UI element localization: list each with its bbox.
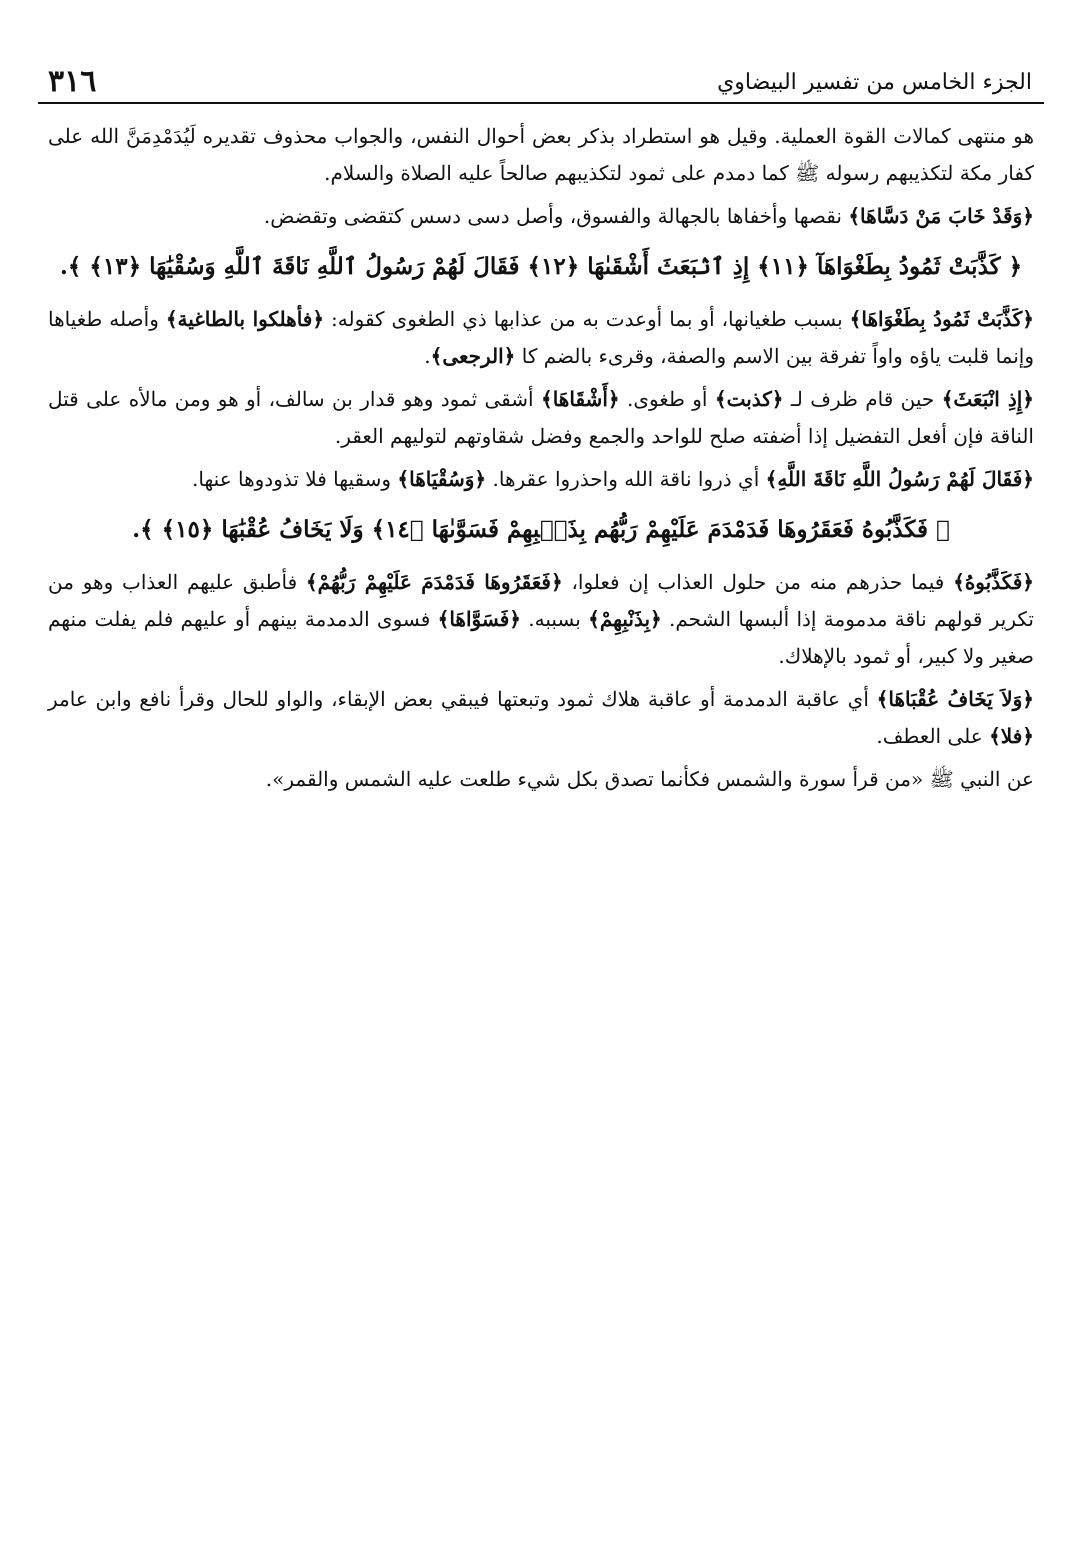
quran-quote: ﴿كَذَّبَتْ ثَمُودُ بِطَغْوَاهَا﴾ <box>849 307 1034 331</box>
quran-quote: ﴿فَكَذَّبُوهُ﴾ <box>953 570 1035 594</box>
quran-quote: ﴿فلا﴾ <box>989 724 1034 748</box>
page-header <box>38 62 1044 104</box>
page-number: ٣١٦ <box>48 64 97 99</box>
header-rule <box>38 102 1044 104</box>
quran-quote: ﴿وَلاَ يَخَافُ عُقْبَاهَا﴾ <box>876 687 1034 711</box>
quran-quote: ﴿فَسَوَّاهَا﴾ <box>437 607 521 631</box>
paragraph: ﴿كَذَّبَتْ ثَمُودُ بِطَغْوَاهَا﴾ بسبب طغيانها، أو بما أوعدت به من عذابها ذي الطغوى كقوله: ﴿فأهلكوا بالطاغية﴾ وأصله طغياها وإنما قلبت ياؤه واواً تفرقة بين الاسم والصفة، وقرىء بالضم كا ﴿الرجعى﴾. <box>48 307 1034 368</box>
verse-line: ﴿ فَكَذَّبُوهُ فَعَقَرُوهَا فَدَمْدَمَ عَلَيْهِمْ رَبُّهُم بِذَنۢبِهِمْ فَسَوَّىٰهَا ﴿١٤﴾ وَلَا يَخَافُ عُقْبَٰهَا ﴿١٥﴾ ﴾. <box>132 516 950 543</box>
running-title: الجزء الخامس من تفسير البيضاوي <box>717 70 1032 95</box>
quran-quote: ﴿فَعَقَرُوهَا فَدَمْدَمَ عَلَيْهِمْ رَبُّهُمْ﴾ <box>305 570 563 594</box>
paragraph: ﴿وَقَدْ خَابَ مَنْ دَسَّاهَا﴾ نقصها وأخفاها بالجهالة والفسوق، وأصل دسى دسس كتقضى وتقضض. <box>263 204 1034 228</box>
paragraph: عن النبي ﷺ «من قرأ سورة والشمس فكأنما تصدق بكل شيء طلعت عليه الشمس والقمر». <box>265 767 1034 791</box>
quran-quote: ﴿أَشْقَاهَا﴾ <box>540 387 620 411</box>
quran-quote: ﴿فَقَالَ لَهُمْ رَسُولُ اللَّهِ نَاقَةَ اللَّهِ﴾ <box>765 467 1034 491</box>
quran-quote: ﴿فأهلكوا بالطاغية﴾ <box>165 307 325 331</box>
quran-quote: ﴿كذبت﴾ <box>714 387 784 411</box>
quran-quote: ﴿بِذَنْبِهِمْ﴾ <box>588 607 662 631</box>
paragraph: ﴿فَقَالَ لَهُمْ رَسُولُ اللَّهِ نَاقَةَ اللَّهِ﴾ أي ذروا ناقة الله واحذروا عقرها. ﴿وَسُقْيَاهَا﴾ وسقيها فلا تذودوها عنها. <box>192 467 1034 491</box>
paragraph: ﴿إِذِ انْبَعَثَ﴾ حين قام ظرف لـ ﴿كذبت﴾ أو طغوى. ﴿أَشْقَاهَا﴾ أشقى ثمود وهو قدار بن سالف، أو هو ومن مالأه على قتل الناقة فإن أفعل التفضيل إذا أضفته صلح للواحد والجمع وفضل شقاوتهم لتوليهم العقر. <box>48 387 1035 448</box>
quran-quote: ﴿وَقَدْ خَابَ مَنْ دَسَّاهَا﴾ <box>848 204 1034 228</box>
page-body <box>48 118 1034 804</box>
paragraph: ﴿فَكَذَّبُوهُ﴾ فيما حذرهم منه من حلول العذاب إن فعلوا، ﴿فَعَقَرُوهَا فَدَمْدَمَ عَلَيْهِمْ رَبُّهُمْ﴾ فأطبق عليهم العذاب وهو من تكرير قولهم ناقة مدمومة إذا ألبسها الشحم. ﴿بِذَنْبِهِمْ﴾ بسببه. ﴿فَسَوَّاهَا﴾ فسوى الدمدمة بينهم أو عليهم فلم يفلت منهم صغير ولا كبير، أو ثمود بالإهلاك. <box>48 570 1035 668</box>
verse-line: ﴿ كَذَّبَتْ ثَمُودُ بِطَغْوَاهَآ ﴿١١﴾ إِذِ ٱنۢبَعَثَ أَشْقَىٰهَا ﴿١٢﴾ فَقَالَ لَهُمْ رَسُولُ ٱللَّهِ نَاقَةَ ٱللَّهِ وَسُقْيَٰهَا ﴿١٣﴾ ﴾. <box>59 253 1023 280</box>
quran-quote: ﴿الرجعى﴾ <box>430 344 516 368</box>
paragraph: هو منتهى كمالات القوة العملية. وقيل هو استطراد بذكر بعض أحوال النفس، والجواب محذوف تقديره لَيُدَمْدِمَنَّ الله على كفار مكة لتكذيبهم رسوله ﷺ كما دمدم على ثمود لتكذيبهم صالحاً عليه الصلاة والسلام. <box>48 124 1034 185</box>
paragraph: ﴿وَلاَ يَخَافُ عُقْبَاهَا﴾ أي عاقبة الدمدمة أو عاقبة هلاك ثمود وتبعتها فيبقي بعض الإبقاء، والواو للحال وقرأ نافع وابن عامر ﴿فلا﴾ على العطف. <box>48 687 1034 748</box>
quran-quote: ﴿إِذِ انْبَعَثَ﴾ <box>941 387 1035 411</box>
quran-quote: ﴿وَسُقْيَاهَا﴾ <box>397 467 487 491</box>
